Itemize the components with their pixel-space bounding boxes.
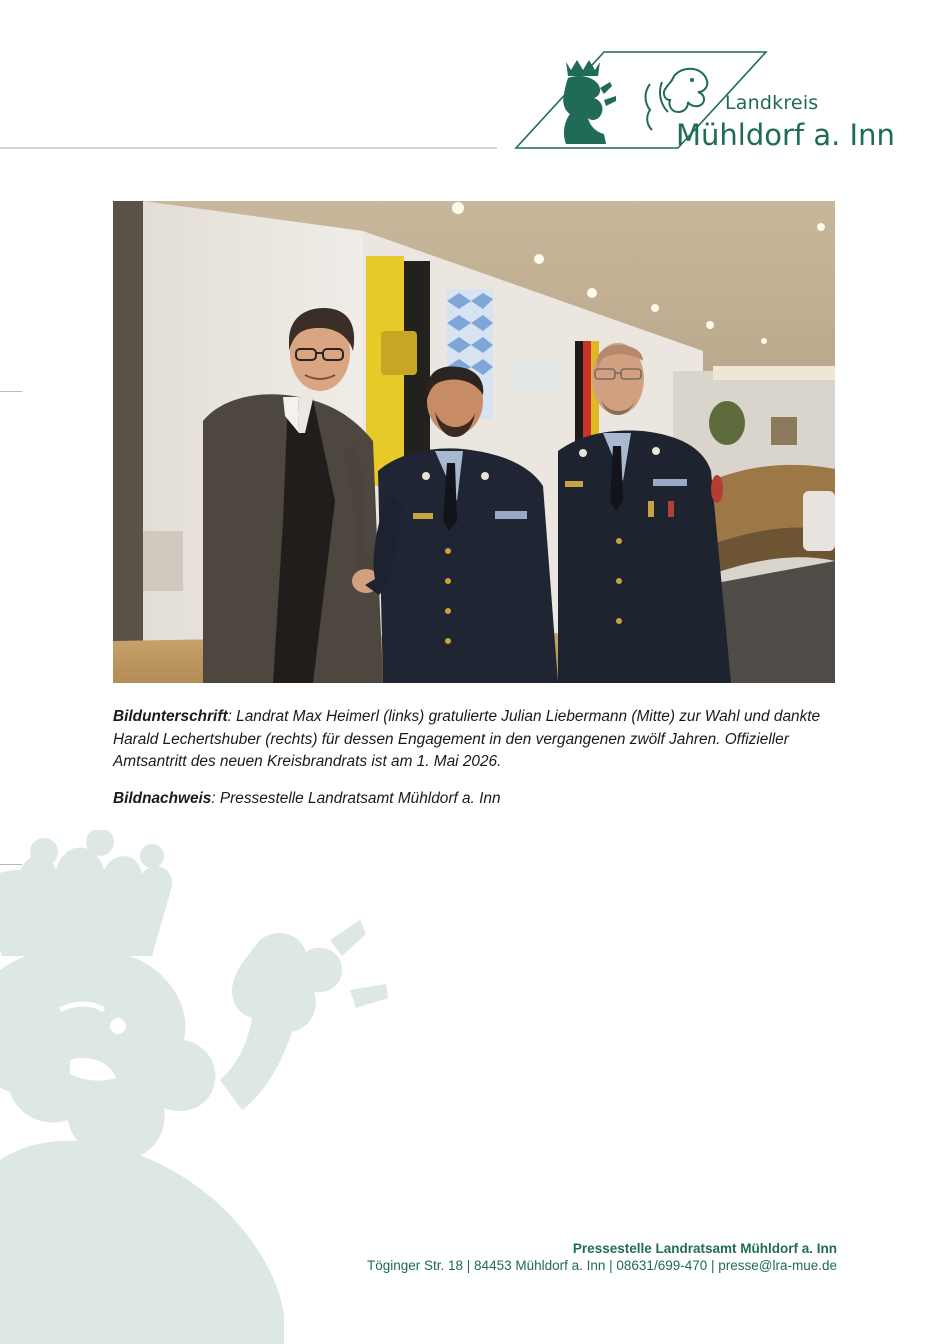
- header-rule: [0, 147, 497, 149]
- lion-watermark-icon: [0, 830, 420, 1344]
- press-photo-illustration: [113, 201, 835, 683]
- logo-line-landkreis: Landkreis: [725, 92, 819, 114]
- credit-label: Bildnachweis: [113, 790, 212, 807]
- credit-text: : Pressestelle Landratsamt Mühldorf a. Inn: [211, 790, 501, 807]
- photo-caption: [113, 706, 843, 774]
- footer-title: Pressestelle Landratsamt Mühldorf a. Inn: [572, 1241, 837, 1256]
- photo-credit: [113, 788, 843, 811]
- landkreis-logo: [514, 48, 914, 158]
- footer: [367, 1240, 837, 1274]
- logo-line-muehldorf: Mühldorf a. Inn: [676, 118, 895, 152]
- press-photo: [113, 201, 835, 683]
- caption-text: : Landrat Max Heimerl (links) gratulierte Julian Liebermann (Mitte) zur Wahl und dankte Harald Lechertshuber (rechts) für dessen Engagement in den vergangenen zwölf Jahren. Offizieller Amtsantritt des neuen Kreisbrandrats ist am 1. Mai 2026.: [113, 708, 821, 770]
- footer-address: Töginger Str. 18 | 84453 Mühldorf a. Inn | 08631/699-470 | presse@lra-mue.de: [366, 1258, 837, 1273]
- fold-mark-top: [0, 391, 22, 392]
- lion-watermark: [0, 830, 420, 1344]
- caption-label: Bildunterschrift: [113, 708, 228, 725]
